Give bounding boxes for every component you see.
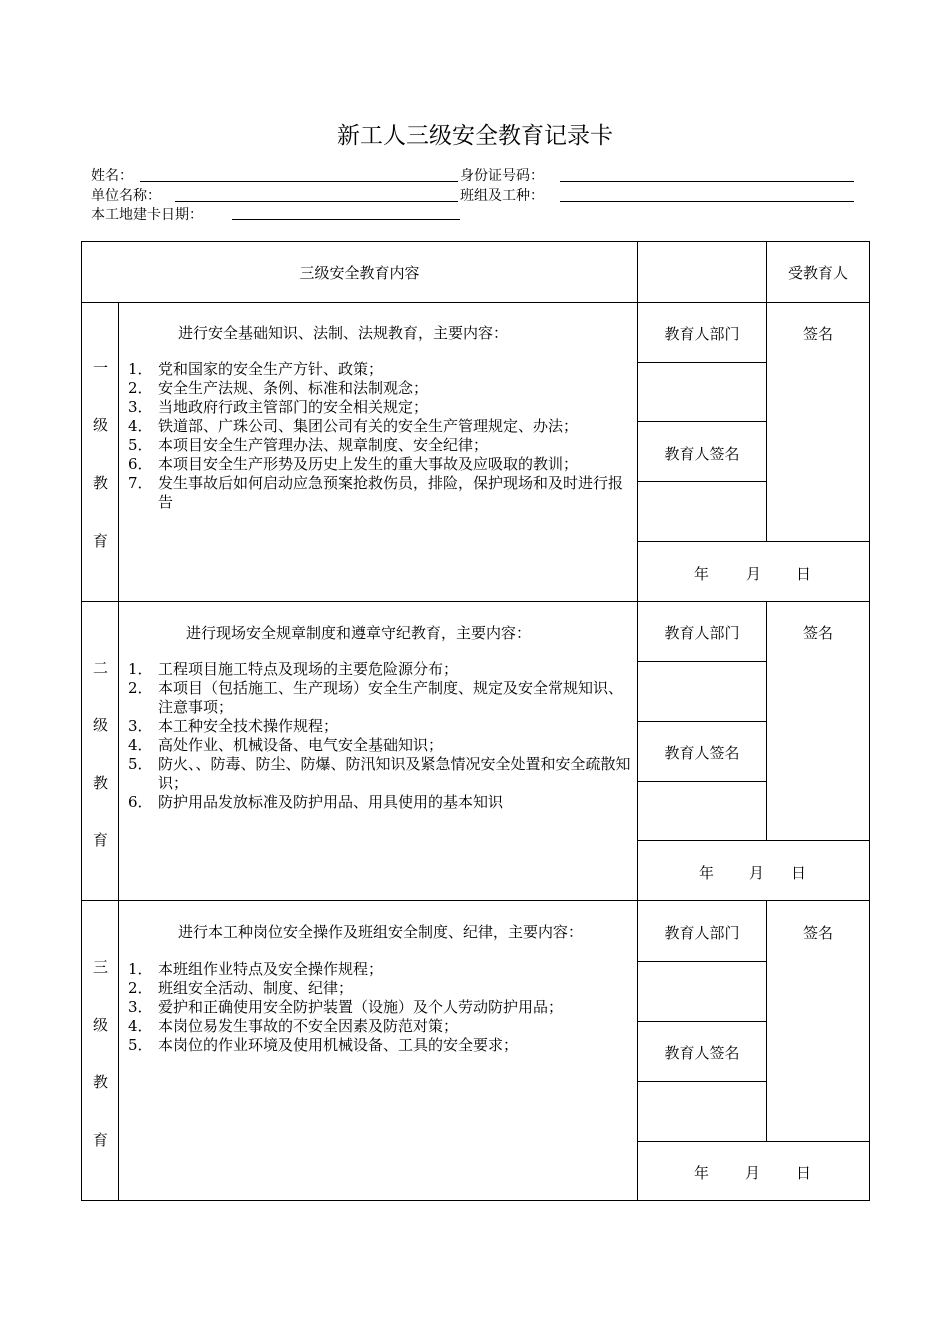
unit-name-field[interactable] — [175, 201, 458, 202]
date-month: 月 — [746, 565, 762, 583]
educator-dept-label: 教育人部门 — [664, 325, 740, 343]
level-2-char: 级 — [92, 716, 108, 734]
s1-row-line — [637, 481, 767, 482]
date-year: 年 — [699, 864, 715, 882]
s3-row-line — [637, 1081, 767, 1082]
level-column-divider — [118, 302, 119, 1201]
level-1-intro: 进行安全基础知识、法制、法规教育，主要内容： — [178, 324, 509, 342]
card-date-label: 本工地建卡日期： — [91, 207, 203, 223]
date-month: 月 — [745, 1164, 761, 1182]
id-number-field[interactable] — [560, 181, 854, 182]
educator-sign-label: 教育人签名 — [664, 1044, 740, 1062]
list-item: 4． 高处作业、机械设备、电气安全基础知识； — [128, 736, 444, 754]
level-1-char: 级 — [92, 416, 108, 434]
list-item: 6． 本项目安全生产形势及历史上发生的重大事故及应吸取的教训； — [128, 455, 579, 473]
content-header: 三级安全教育内容 — [299, 264, 420, 282]
date-year: 年 — [694, 1164, 710, 1182]
level-3-char: 三 — [92, 958, 108, 976]
level-2-items — [128, 660, 631, 812]
unit-name-label: 单位名称： — [91, 188, 161, 204]
level-1-char: 育 — [92, 532, 108, 550]
date-month: 月 — [749, 864, 765, 882]
name-label: 姓名： — [91, 168, 133, 184]
header-row-divider — [81, 302, 870, 303]
level-3-intro: 进行本工种岗位安全操作及班组安全制度、纪律，主要内容： — [178, 923, 584, 941]
id-number-label: 身份证号码： — [460, 168, 544, 184]
list-item: 7． 发生事故后如何启动应急预案抢救伤员，排险，保护现场和及时进行报告 — [128, 474, 624, 511]
date-day: 日 — [796, 565, 812, 583]
list-item: 4． 本岗位易发生事故的不安全因素及防范对策； — [128, 1017, 459, 1035]
level-2-char: 育 — [92, 831, 108, 849]
list-item: 4． 铁道部、广珠公司、集团公司有关的安全生产管理规定、办法； — [128, 417, 579, 435]
level-3-char: 育 — [92, 1131, 108, 1149]
date-day: 日 — [796, 1164, 812, 1182]
s2-row-line — [637, 661, 767, 662]
level-2-intro: 进行现场安全规章制度和遵章守纪教育，主要内容： — [186, 624, 532, 642]
s3-date-row-line — [637, 1141, 870, 1142]
s2-date-row-line — [637, 840, 870, 841]
level-3-char: 教 — [92, 1073, 108, 1091]
list-item: 1． 党和国家的安全生产方针、政策； — [128, 360, 384, 378]
list-item: 6． 防护用品发放标准及防护用品、用具使用的基本知识 — [128, 793, 504, 811]
table-border-right — [869, 241, 870, 1201]
signature-label: 签名 — [802, 924, 833, 942]
list-item: 2． 班组安全活动、制度、纪律； — [128, 979, 354, 997]
s3-row-line — [637, 961, 767, 962]
signature-label: 签名 — [802, 624, 833, 642]
table-border-top — [81, 241, 870, 242]
level-1-items — [128, 360, 631, 512]
list-item: 3． 爱护和正确使用安全防护装置（设施）及个人劳动防护用品； — [128, 998, 564, 1016]
table-border-bottom — [81, 1200, 870, 1201]
list-item: 5． 本项目安全生产管理办法、规章制度、安全纪律； — [128, 436, 489, 454]
page-title: 新工人三级安全教育记录卡 — [337, 123, 613, 149]
s3-row-line — [637, 1021, 767, 1022]
educator-sign-label: 教育人签名 — [664, 744, 740, 762]
name-field[interactable] — [140, 181, 458, 182]
level-3-char: 级 — [92, 1016, 108, 1034]
date-year: 年 — [694, 565, 710, 583]
s2-row-line — [637, 721, 767, 722]
section-divider-2 — [81, 900, 870, 901]
team-trade-field[interactable] — [560, 201, 854, 202]
card-date-field[interactable] — [232, 219, 460, 220]
level-1-char: 教 — [92, 474, 108, 492]
list-item: 3． 当地政府行政主管部门的安全相关规定； — [128, 398, 429, 416]
s2-row-line — [637, 781, 767, 782]
list-item: 5． 本岗位的作业环境及使用机械设备、工具的安全要求； — [128, 1036, 519, 1054]
list-item: 1． 本班组作业特点及安全操作规程； — [128, 960, 384, 978]
team-trade-label: 班组及工种： — [460, 188, 544, 204]
list-item: 1． 工程项目施工特点及现场的主要危险源分布； — [128, 660, 459, 678]
level-2-char: 二 — [92, 659, 108, 677]
date-day: 日 — [791, 864, 807, 882]
level-3-items — [128, 960, 631, 1055]
section-divider-1 — [81, 601, 870, 602]
educator-dept-label: 教育人部门 — [664, 624, 740, 642]
level-2-char: 教 — [92, 774, 108, 792]
list-item: 5． 防火、、防毒、防尘、防爆、防汛知识及紧急情况安全处置和安全疏散知识； — [128, 755, 631, 792]
signature-label: 签名 — [802, 325, 833, 343]
s1-row-line — [637, 362, 767, 363]
level-1-char: 一 — [92, 359, 108, 377]
recipient-header: 受教育人 — [787, 264, 848, 282]
educator-dept-label: 教育人部门 — [664, 924, 740, 942]
list-item: 3． 本工种安全技术操作规程； — [128, 717, 339, 735]
educator-sign-label: 教育人签名 — [664, 445, 740, 463]
list-item: 2． 安全生产法规、条例、标准和法制观念； — [128, 379, 429, 397]
s1-date-row-line — [637, 541, 870, 542]
list-item: 2． 本项目（包括施工、生产现场）安全生产制度、规定及安全常规知识、注意事项； — [128, 679, 624, 716]
s1-row-line — [637, 421, 767, 422]
